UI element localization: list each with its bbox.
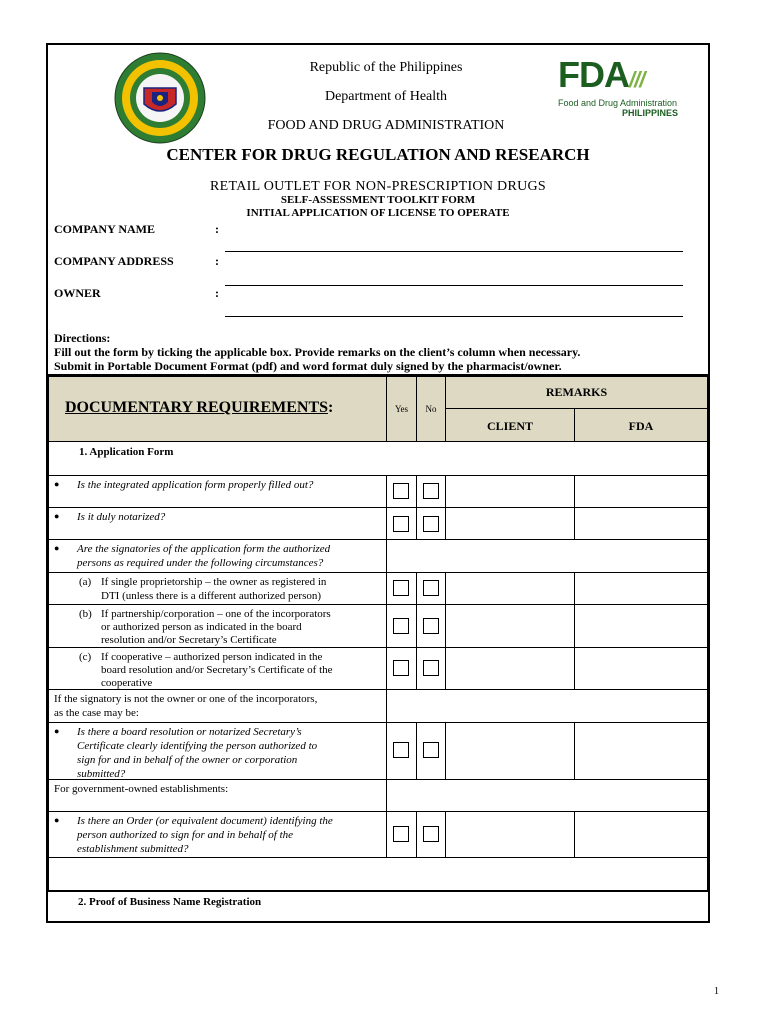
fda-logo-text: FDA xyxy=(558,54,629,95)
question-5-fda-remarks[interactable] xyxy=(574,811,708,858)
company-name-label: COMPANY NAME xyxy=(54,222,155,236)
option-b-fda-remarks[interactable] xyxy=(574,604,708,648)
option-b-no-checkbox[interactable] xyxy=(423,618,439,634)
option-b-client-remarks[interactable] xyxy=(445,604,575,648)
yes-header: Yes xyxy=(386,376,417,442)
option-a-yes-checkbox[interactable] xyxy=(393,580,409,596)
client-header: CLIENT xyxy=(445,408,575,442)
section-1-row xyxy=(48,441,708,476)
question-1-text: Is the integrated application form properly filled out? xyxy=(77,479,314,491)
fda-logo-subtitle: Food and Drug Administration xyxy=(558,98,678,108)
no-header: No xyxy=(416,376,446,442)
question-3-line-2: persons as required under the following circumstances? xyxy=(77,557,324,569)
question-4-fda-remarks[interactable] xyxy=(574,722,708,780)
option-a-line-2: DTI (unless there is a different authorized person) xyxy=(101,590,322,602)
question-2-text: Is it duly notarized? xyxy=(77,511,166,523)
note-government-row xyxy=(48,779,387,812)
option-c-line-2: board resolution and/or Secretary’s Certificate of the xyxy=(101,664,333,676)
question-4-line-1: Is there a board resolution or notarized Secretary’s xyxy=(77,726,302,738)
question-5-line-3: establishment submitted? xyxy=(77,843,189,855)
requirements-header: DOCUMENTARY REQUIREMENTS: xyxy=(48,376,387,442)
remarks-header: REMARKS xyxy=(445,376,708,409)
company-name-field[interactable] xyxy=(225,251,683,252)
option-b-row: (b) If partnership/corporation – one of the incorporators or authorized person as indicated in the board resolution and/or Secretary’s Certificate xyxy=(48,604,387,648)
question-3-line-1: Are the signatories of the application form the authorized xyxy=(77,543,331,555)
fda-logo: FDA/// Food and Drug Administration PHILIPPINES xyxy=(558,57,688,121)
question-4-row: ● Is there a board resolution or notarized Secretary’s Certificate clearly identifying the person authorized to sign for and in behalf of the owner or corporation submitted? xyxy=(48,722,387,780)
form-page xyxy=(46,43,710,923)
question-2-fda-remarks[interactable] xyxy=(574,507,708,540)
requirements-title: DOCUMENTARY REQUIREMENTS xyxy=(65,399,329,416)
question-1-yes-checkbox[interactable] xyxy=(393,483,409,499)
company-address-label: COMPANY ADDRESS xyxy=(54,254,174,268)
question-4-line-4: submitted? xyxy=(77,768,126,780)
department-line: Department of Health xyxy=(324,89,448,104)
republic-line: Republic of the Philippines xyxy=(309,60,463,75)
option-b-line-3: resolution and/or Secretary’s Certificate xyxy=(101,634,277,646)
question-5-row: ● Is there an Order (or equivalent document) identifying the person authorized to sign for and in behalf of the establishment submitted? xyxy=(48,811,387,858)
option-c-yes-checkbox[interactable] xyxy=(393,660,409,676)
question-5-line-2: person authorized to sign for and in behalf of the xyxy=(77,829,294,841)
note-signatory-line-2: as the case may be: xyxy=(54,707,139,719)
owner-colon: : xyxy=(215,286,219,300)
question-4-client-remarks[interactable] xyxy=(445,722,575,780)
option-a-row: (a) If single proprietorship – the owner as registered in DTI (unless there is a different authorized person) xyxy=(48,572,387,605)
question-4-no-checkbox[interactable] xyxy=(423,742,439,758)
owner-field[interactable] xyxy=(225,316,683,317)
option-a-line-1: If single proprietorship – the owner as registered in xyxy=(101,576,327,588)
agency-line: FOOD AND DRUG ADMINISTRATION xyxy=(267,118,505,133)
option-a-fda-remarks[interactable] xyxy=(574,572,708,605)
fda-logo-country: PHILIPPINES xyxy=(621,108,678,118)
option-c-line-1: If cooperative – authorized person indicated in the xyxy=(101,651,323,663)
question-1-row: ● Is the integrated application form properly filled out? xyxy=(48,475,387,508)
option-c-client-remarks[interactable] xyxy=(445,647,575,690)
center-title: CENTER FOR DRUG REGULATION AND RESEARCH xyxy=(166,145,590,164)
question-3-row: ● Are the signatories of the application form the authorized persons as required under the following circumstances? xyxy=(48,539,387,573)
option-b-line-1: If partnership/corporation – one of the incorporators xyxy=(101,608,331,620)
question-2-yes-checkbox[interactable] xyxy=(393,516,409,532)
company-name-colon: : xyxy=(215,222,219,236)
fda-header: FDA xyxy=(574,408,708,442)
form-title: RETAIL OUTLET FOR NON-PRESCRIPTION DRUGS xyxy=(209,179,546,194)
note-signatory-line-1: If the signatory is not the owner or one of the incorporators, xyxy=(54,693,318,705)
section-2-title: 2. Proof of Business Name Registration xyxy=(78,896,262,908)
question-4-line-2: Certificate clearly identifying the person authorized to xyxy=(77,740,318,752)
option-c-row: (c) If cooperative – authorized person indicated in the board resolution and/or Secretary’s Certificate of the cooperative xyxy=(48,647,387,690)
page-number: 1 xyxy=(714,986,719,997)
company-address-colon: : xyxy=(215,254,219,268)
question-5-no-checkbox[interactable] xyxy=(423,826,439,842)
question-2-no-checkbox[interactable] xyxy=(423,516,439,532)
option-c-fda-remarks[interactable] xyxy=(574,647,708,690)
question-4-yes-checkbox[interactable] xyxy=(393,742,409,758)
note-signatory-row xyxy=(48,689,387,723)
option-c-no-checkbox[interactable] xyxy=(423,660,439,676)
directions-title: Directions: xyxy=(54,331,111,345)
form-subtitle-2: INITIAL APPLICATION OF LICENSE TO OPERATE xyxy=(246,207,510,219)
directions-line-2: Submit in Portable Document Format (pdf) and word format duly signed by the pharmacist/owner. xyxy=(54,359,562,373)
option-b-line-2: or authorized person as indicated in the board xyxy=(101,621,302,633)
form-subtitle: SELF-ASSESSMENT TOOLKIT FORM xyxy=(280,194,476,206)
option-c-line-3: cooperative xyxy=(101,677,153,689)
question-4-line-3: sign for and in behalf of the owner or corporation xyxy=(77,754,298,766)
question-2-client-remarks[interactable] xyxy=(445,507,575,540)
question-1-client-remarks[interactable] xyxy=(445,475,575,508)
question-5-line-1: Is there an Order (or equivalent document) identifying the xyxy=(77,815,333,827)
question-5-client-remarks[interactable] xyxy=(445,811,575,858)
owner-label: OWNER xyxy=(54,286,101,300)
question-1-fda-remarks[interactable] xyxy=(574,475,708,508)
question-1-no-checkbox[interactable] xyxy=(423,483,439,499)
option-b-yes-checkbox[interactable] xyxy=(393,618,409,634)
question-2-row: ● Is it duly notarized? xyxy=(48,507,387,540)
directions-line-1: Fill out the form by ticking the applicable box. Provide remarks on the client’s column when necessary. xyxy=(54,345,581,359)
option-a-no-checkbox[interactable] xyxy=(423,580,439,596)
option-a-client-remarks[interactable] xyxy=(445,572,575,605)
section-1-title: 1. Application Form xyxy=(79,446,174,458)
question-5-yes-checkbox[interactable] xyxy=(393,826,409,842)
company-address-field[interactable] xyxy=(225,285,683,286)
note-government-text: For government-owned establishments: xyxy=(54,783,229,795)
blank-row xyxy=(48,857,708,891)
